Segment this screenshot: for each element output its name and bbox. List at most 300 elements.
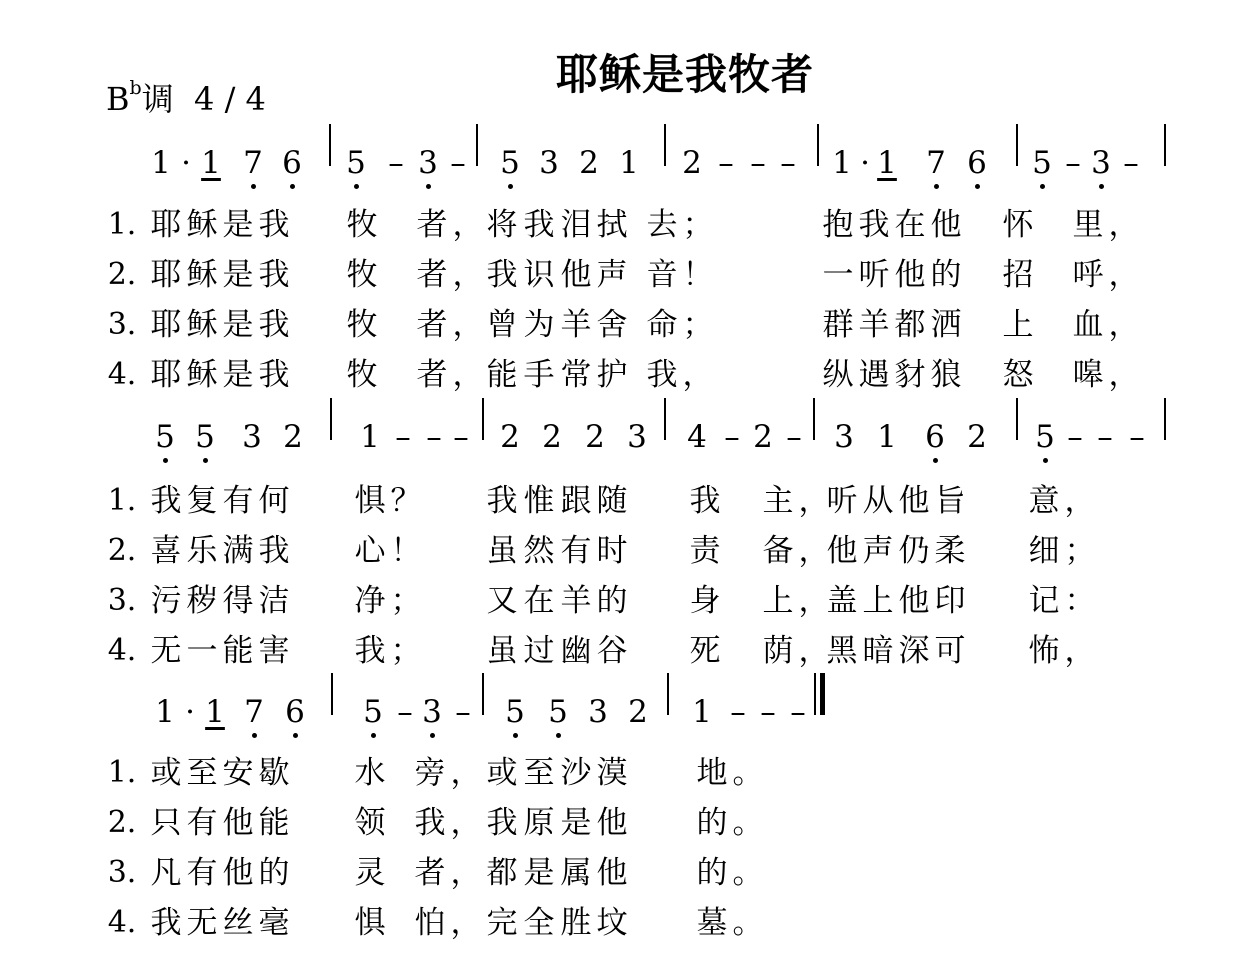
lyric-char: 常 — [560, 357, 592, 393]
lyric-char: 责 — [689, 533, 721, 569]
lyric-char: ， — [452, 357, 484, 393]
lyric-char: 曾 — [486, 307, 518, 343]
lyric-char: 或 — [150, 755, 182, 791]
lyric-char: 听 — [826, 483, 858, 519]
note-dash: – — [1129, 419, 1145, 455]
note: 6 — [280, 148, 304, 179]
barline — [817, 124, 819, 166]
lyric-char: 群 — [822, 307, 854, 343]
note-dot: · — [181, 145, 191, 181]
lyric-char: ？ — [390, 483, 422, 519]
lyric-char: 胜 — [560, 905, 592, 941]
lyric-char: 手 — [523, 357, 555, 393]
lyric-char: 。 — [732, 855, 764, 891]
lyric-char: 是 — [523, 855, 555, 891]
lyric-char: 者 — [416, 307, 448, 343]
lyric-char: 在 — [894, 207, 926, 243]
lyric-char: ， — [1108, 207, 1140, 243]
lyric-char: 护 — [596, 357, 628, 393]
note: 6 — [283, 697, 307, 728]
lyric-char: 洁 — [258, 583, 290, 619]
verse-number: 1. — [107, 207, 137, 242]
lyric-char: ； — [390, 583, 422, 619]
lyric-char: 能 — [222, 633, 254, 669]
lyric-char: 无 — [150, 633, 182, 669]
note-dash: – — [780, 145, 796, 181]
lyric-char: 豺 — [894, 357, 926, 393]
note-dash: – — [724, 419, 740, 455]
lyric-char: 是 — [560, 805, 592, 841]
lyric-char: ， — [452, 307, 484, 343]
lyric-char: 旁 — [414, 755, 446, 791]
lyric-char: ！ — [390, 533, 422, 569]
lyric-char: 我 — [258, 257, 290, 293]
lyric-char: 害 — [258, 633, 290, 669]
lyric-char: 牧 — [346, 307, 378, 343]
note: 3 — [242, 419, 262, 455]
lyric-char: ， — [798, 583, 830, 619]
note: 7 — [924, 148, 948, 179]
barline — [482, 673, 484, 715]
note-dash: – — [455, 694, 471, 730]
lyric-char: 旨 — [934, 483, 966, 519]
lyric-char: 荫 — [762, 633, 794, 669]
lyric-char: 能 — [486, 357, 518, 393]
note-dash: – — [718, 145, 734, 181]
note: 5 — [546, 697, 570, 728]
lyric-char: 地 — [696, 755, 728, 791]
lyric-char: 稣 — [186, 307, 218, 343]
note: 2 — [585, 419, 605, 455]
lyric-char: 他 — [596, 805, 628, 841]
lyric-char: 属 — [560, 855, 592, 891]
lyric-char: 抱 — [822, 207, 854, 243]
note: 1 — [360, 419, 380, 455]
lyric-char: 主 — [762, 483, 794, 519]
lyric-char: 他 — [222, 855, 254, 891]
lyric-char: ， — [450, 755, 482, 791]
lyric-char: 备 — [762, 533, 794, 569]
lyric-char: 或 — [486, 755, 518, 791]
key-note: B — [106, 80, 130, 118]
lyric-char: 谷 — [596, 633, 628, 669]
lyric-char: 识 — [523, 257, 555, 293]
note: 1 — [155, 694, 175, 730]
lyric-char: ， — [798, 633, 830, 669]
lyric-char: 羊 — [858, 307, 890, 343]
lyric-char: 我 — [150, 905, 182, 941]
lyric-char: 原 — [523, 805, 555, 841]
lyric-char: 泪 — [560, 207, 592, 243]
note: 3 — [539, 145, 559, 181]
lyric-char: 惟 — [523, 483, 555, 519]
lyric-char: 能 — [258, 805, 290, 841]
note-dash: – — [750, 145, 766, 181]
barline — [1016, 124, 1018, 166]
lyric-char: 细 — [1028, 533, 1060, 569]
lyric-char: 稣 — [186, 257, 218, 293]
lyric-char: 凡 — [150, 855, 182, 891]
note-dash: – — [1097, 419, 1113, 455]
lyric-char: 上 — [862, 583, 894, 619]
verse-number: 1. — [107, 483, 137, 518]
verse-number: 4. — [107, 633, 137, 668]
note-dash: – — [1067, 419, 1083, 455]
verse-number: 4. — [107, 905, 137, 940]
lyric-char: ， — [798, 533, 830, 569]
lyric-char: 完 — [486, 905, 518, 941]
lyric-char: ， — [1108, 257, 1140, 293]
lyric-char: 有 — [186, 805, 218, 841]
lyric-char: 舍 — [596, 307, 628, 343]
note: 5 — [361, 697, 385, 728]
lyric-char: 喜 — [150, 533, 182, 569]
lyric-char: ， — [450, 855, 482, 891]
lyric-char: 无 — [186, 905, 218, 941]
note: 1 — [151, 145, 171, 181]
lyric-char: 嗥 — [1072, 357, 1104, 393]
lyric-char: 他 — [898, 483, 930, 519]
lyric-char: 可 — [934, 633, 966, 669]
note: 1 — [619, 145, 639, 181]
lyric-char: 的 — [930, 257, 962, 293]
lyric-char: 音 — [646, 257, 678, 293]
note-dash: – — [790, 694, 806, 730]
note: 4 — [687, 419, 707, 455]
lyric-char: 我 — [858, 207, 890, 243]
lyric-char: 怕 — [414, 905, 446, 941]
note-dash: – — [395, 419, 411, 455]
verse-number: 2. — [107, 805, 137, 840]
note-dash: – — [760, 694, 776, 730]
barline — [330, 398, 332, 440]
lyric-char: 安 — [222, 755, 254, 791]
lyric-char: 呼 — [1072, 257, 1104, 293]
lyric-char: 我 — [689, 483, 721, 519]
note-dash: – — [397, 694, 413, 730]
lyric-char: 拭 — [596, 207, 628, 243]
lyric-char: 心 — [354, 533, 386, 569]
lyric-char: 秽 — [186, 583, 218, 619]
lyric-char: ！ — [682, 257, 714, 293]
lyric-char: 都 — [894, 307, 926, 343]
note-dash: – — [453, 419, 469, 455]
note-dot: · — [860, 145, 870, 181]
lyric-char: ， — [682, 357, 714, 393]
lyric-char: 声 — [596, 257, 628, 293]
lyric-char: 羊 — [560, 307, 592, 343]
note: 5 — [344, 148, 368, 179]
lyric-char: 招 — [1002, 257, 1034, 293]
note-dash: – — [426, 419, 442, 455]
lyric-char: 我 — [258, 533, 290, 569]
note: 5 — [1030, 148, 1054, 179]
lyric-char: 我 — [486, 257, 518, 293]
barline — [1164, 398, 1166, 440]
lyric-char: 将 — [486, 207, 518, 243]
barline — [813, 398, 815, 440]
lyric-char: 在 — [523, 583, 555, 619]
lyric-char: 我 — [258, 357, 290, 393]
lyric-char: 他 — [560, 257, 592, 293]
lyric-char: 至 — [186, 755, 218, 791]
note: 5 — [153, 422, 177, 453]
note: 3 — [416, 148, 440, 179]
lyric-char: 从 — [862, 483, 894, 519]
lyric-char: 身 — [689, 583, 721, 619]
lyric-char: ， — [798, 483, 830, 519]
verse-number: 4. — [107, 357, 137, 392]
lyric-char: 者 — [416, 207, 448, 243]
lyric-char: 命 — [646, 307, 678, 343]
lyric-char: ； — [682, 307, 714, 343]
lyric-char: 是 — [222, 307, 254, 343]
lyric-char: 我 — [414, 805, 446, 841]
lyric-char: 虽 — [486, 533, 518, 569]
lyric-char: ， — [1108, 357, 1140, 393]
lyric-char: 是 — [222, 207, 254, 243]
lyric-char: 坟 — [596, 905, 628, 941]
lyric-char: 者 — [414, 855, 446, 891]
lyric-char: 随 — [596, 483, 628, 519]
lyric-char: 的 — [596, 583, 628, 619]
note-dash: – — [1123, 145, 1139, 181]
note: 1 — [692, 694, 712, 730]
lyric-char: 死 — [689, 633, 721, 669]
key-mode: 调 — [141, 80, 174, 118]
lyric-char: 纵 — [822, 357, 854, 393]
lyric-char: 牧 — [346, 207, 378, 243]
lyric-char: 得 — [222, 583, 254, 619]
lyric-char: 。 — [732, 905, 764, 941]
verse-number: 3. — [107, 583, 137, 618]
lyric-char: 领 — [354, 805, 386, 841]
lyric-char: 复 — [186, 483, 218, 519]
lyric-char: 净 — [354, 583, 386, 619]
lyric-char: 他 — [596, 855, 628, 891]
lyric-char: 里 — [1072, 207, 1104, 243]
lyric-char: 深 — [898, 633, 930, 669]
note: 3 — [1089, 148, 1113, 179]
lyric-char: 盖 — [826, 583, 858, 619]
lyric-char: 的 — [696, 805, 728, 841]
lyric-char: ， — [450, 805, 482, 841]
lyric-char: 有 — [560, 533, 592, 569]
lyric-char: 耶 — [150, 307, 182, 343]
lyric-char: ， — [1108, 307, 1140, 343]
lyric-char: 毫 — [258, 905, 290, 941]
lyric-char: 者 — [416, 257, 448, 293]
final-barline-thin — [814, 673, 816, 715]
barline — [667, 673, 669, 715]
note: 1 — [205, 694, 225, 730]
lyric-char: 耶 — [150, 357, 182, 393]
lyric-char: 上 — [762, 583, 794, 619]
lyric-char: 黑 — [826, 633, 858, 669]
lyric-char: ， — [450, 905, 482, 941]
lyric-char: 污 — [150, 583, 182, 619]
barline — [1016, 398, 1018, 440]
barline — [329, 124, 331, 166]
lyric-char: 乐 — [186, 533, 218, 569]
note: 5 — [498, 148, 522, 179]
lyric-char: ； — [1064, 533, 1096, 569]
barline — [476, 124, 478, 166]
lyric-char: 是 — [222, 357, 254, 393]
lyric-char: 他 — [898, 583, 930, 619]
lyric-char: 。 — [732, 805, 764, 841]
lyric-char: 都 — [486, 855, 518, 891]
note-dash: – — [730, 694, 746, 730]
lyric-char: 耶 — [150, 207, 182, 243]
lyric-char: 去 — [646, 207, 678, 243]
lyric-char: 沙 — [560, 755, 592, 791]
lyric-char: 丝 — [222, 905, 254, 941]
lyric-char: 牧 — [346, 357, 378, 393]
lyric-char: 满 — [222, 533, 254, 569]
lyric-char: 记 — [1028, 583, 1060, 619]
lyric-char: 至 — [523, 755, 555, 791]
verse-number: 1. — [107, 755, 137, 790]
note: 1 — [877, 419, 897, 455]
note: 3 — [420, 697, 444, 728]
lyric-char: 歇 — [258, 755, 290, 791]
note-dash: – — [388, 145, 404, 181]
note: 2 — [753, 419, 773, 455]
lyric-char: 灵 — [354, 855, 386, 891]
lyric-char: 有 — [186, 855, 218, 891]
lyric-char: 我 — [354, 633, 386, 669]
lyric-char: 声 — [862, 533, 894, 569]
lyric-char: 墓 — [696, 905, 728, 941]
lyric-char: 他 — [930, 207, 962, 243]
lyric-char: 惧 — [354, 905, 386, 941]
lyric-char: 何 — [258, 483, 290, 519]
lyric-char: 暗 — [862, 633, 894, 669]
note-dash: – — [786, 419, 802, 455]
final-barline-thick — [820, 673, 825, 715]
lyric-char: 柔 — [934, 533, 966, 569]
lyric-char: ， — [1064, 633, 1096, 669]
lyric-char: 为 — [523, 307, 555, 343]
lyric-char: 我 — [486, 483, 518, 519]
lyric-char: 上 — [1002, 307, 1034, 343]
note: 7 — [241, 148, 265, 179]
lyric-char: ， — [452, 257, 484, 293]
lyric-char: 狼 — [930, 357, 962, 393]
lyric-char: 听 — [858, 257, 890, 293]
note: 6 — [965, 148, 989, 179]
note: 6 — [923, 422, 947, 453]
note: 2 — [579, 145, 599, 181]
lyric-char: 者 — [416, 357, 448, 393]
note: 2 — [967, 419, 987, 455]
lyric-char: 惧 — [354, 483, 386, 519]
note-dash: – — [450, 145, 466, 181]
key-signature — [106, 74, 266, 120]
lyric-char: 洒 — [930, 307, 962, 343]
note-dash: – — [1065, 145, 1081, 181]
note: 2 — [682, 145, 702, 181]
lyric-char: 怀 — [1002, 207, 1034, 243]
note: 1 — [832, 145, 852, 181]
lyric-char: 然 — [523, 533, 555, 569]
lyric-char: 稣 — [186, 207, 218, 243]
lyric-char: 。 — [732, 755, 764, 791]
note: 5 — [193, 422, 217, 453]
lyric-char: 羊 — [560, 583, 592, 619]
note-dot: · — [185, 694, 195, 730]
lyric-char: 我 — [486, 805, 518, 841]
lyric-char: 时 — [596, 533, 628, 569]
note: 3 — [834, 419, 854, 455]
lyric-char: 我 — [523, 207, 555, 243]
lyric-char: 仍 — [898, 533, 930, 569]
note: 7 — [242, 697, 266, 728]
lyric-char: 牧 — [346, 257, 378, 293]
lyric-char: 我 — [258, 307, 290, 343]
lyric-char: 水 — [354, 755, 386, 791]
lyric-char: 有 — [222, 483, 254, 519]
lyric-char: 又 — [486, 583, 518, 619]
lyric-char: 一 — [822, 257, 854, 293]
lyric-char: ， — [1064, 483, 1096, 519]
lyric-char: ， — [452, 207, 484, 243]
lyric-char: 耶 — [150, 257, 182, 293]
lyric-char: 怖 — [1028, 633, 1060, 669]
lyric-char: 他 — [894, 257, 926, 293]
note: 1 — [877, 145, 897, 181]
lyric-char: 漠 — [596, 755, 628, 791]
lyric-char: ； — [682, 207, 714, 243]
lyric-char: 稣 — [186, 357, 218, 393]
barline — [1164, 124, 1166, 166]
hymn-title: 耶稣是我牧者 — [556, 50, 815, 99]
note: 2 — [542, 419, 562, 455]
lyric-char: 幽 — [560, 633, 592, 669]
lyric-char: 我 — [646, 357, 678, 393]
note: 5 — [503, 697, 527, 728]
lyric-char: 跟 — [560, 483, 592, 519]
barline — [331, 673, 333, 715]
note: 2 — [500, 419, 520, 455]
lyric-char: 我 — [258, 207, 290, 243]
verse-number: 3. — [107, 855, 137, 890]
note: 2 — [628, 694, 648, 730]
lyric-char: 的 — [696, 855, 728, 891]
lyric-char: 血 — [1072, 307, 1104, 343]
barline — [482, 398, 484, 440]
lyric-char: ； — [390, 633, 422, 669]
barline — [664, 398, 666, 440]
lyric-char: 印 — [934, 583, 966, 619]
lyric-char: 我 — [150, 483, 182, 519]
key-accidental: b — [129, 77, 142, 100]
lyric-char: 怒 — [1002, 357, 1034, 393]
lyric-char: 虽 — [486, 633, 518, 669]
lyric-char: 只 — [150, 805, 182, 841]
lyric-char: 他 — [222, 805, 254, 841]
note: 1 — [201, 145, 221, 181]
lyric-char: 遇 — [858, 357, 890, 393]
verse-number: 3. — [107, 307, 137, 342]
lyric-char: 是 — [222, 257, 254, 293]
note: 2 — [283, 419, 303, 455]
lyric-char: ： — [1064, 583, 1096, 619]
note: 3 — [588, 694, 608, 730]
lyric-char: 过 — [523, 633, 555, 669]
lyric-char: 意 — [1028, 483, 1060, 519]
